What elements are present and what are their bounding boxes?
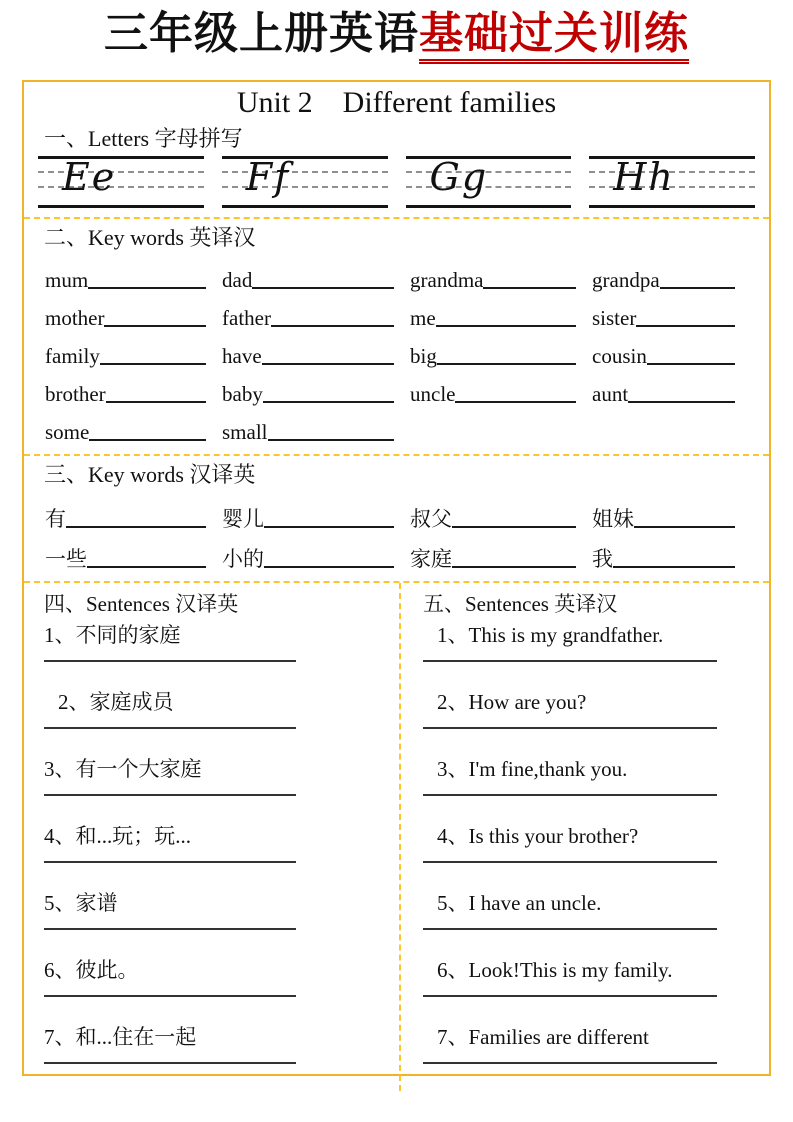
answer-blank <box>104 325 206 327</box>
word-item <box>222 293 410 331</box>
sentence-text: 2、家庭成员 <box>58 690 174 714</box>
sentence-item <box>44 1023 383 1090</box>
sentence-item <box>44 822 383 889</box>
sentence-item <box>423 621 749 688</box>
word-label: big <box>410 344 437 368</box>
word-label: cousin <box>592 344 647 368</box>
word-label: 小的 <box>222 547 264 571</box>
section-keywords-en-heading: 二、Key words 英译汉 <box>44 225 256 250</box>
sentence-item <box>44 889 383 956</box>
sentence-text: 2、How are you? <box>437 690 587 714</box>
letter-pair-hh: Hh <box>613 155 675 199</box>
answer-blank <box>455 401 576 403</box>
sentences-cn-column <box>24 583 401 1091</box>
answer-blank <box>437 363 576 365</box>
word-label: family <box>45 344 100 368</box>
word-item <box>410 369 592 407</box>
sentence-item <box>423 822 749 889</box>
word-item <box>222 331 410 369</box>
section-divider <box>24 454 769 456</box>
word-label: uncle <box>410 382 456 406</box>
answer-blank <box>634 526 735 528</box>
sentence-text: 4、Is this your brother? <box>437 824 639 848</box>
word-item <box>592 331 751 369</box>
word-item <box>45 255 222 293</box>
word-item <box>592 492 751 532</box>
word-item <box>410 255 592 293</box>
answer-blank <box>264 566 394 568</box>
answer-line <box>44 794 296 796</box>
word-item <box>222 407 410 445</box>
answer-blank <box>647 363 735 365</box>
word-label: small <box>222 420 268 444</box>
word-label: grandma <box>410 268 484 292</box>
word-label: father <box>222 306 271 330</box>
word-label: 家庭 <box>410 547 452 571</box>
letter-guides-row <box>38 156 755 208</box>
answer-blank <box>628 401 735 403</box>
section-sentences-en-heading: 五、Sentences 英译汉 <box>423 592 618 616</box>
answer-line <box>423 995 717 997</box>
answer-blank <box>106 401 206 403</box>
answer-line <box>423 794 717 796</box>
sentence-item <box>423 1023 749 1090</box>
worksheet-box <box>22 80 771 1076</box>
word-label: 叔父 <box>410 507 452 531</box>
word-item <box>410 532 592 572</box>
word-label: 有 <box>45 507 66 531</box>
sentence-text: 3、I'm fine,thank you. <box>437 757 628 781</box>
word-item <box>592 369 751 407</box>
word-label: 婴儿 <box>222 507 264 531</box>
answer-blank <box>100 363 206 365</box>
word-label: 姐妹 <box>592 507 634 531</box>
sentence-item <box>44 688 383 755</box>
answer-blank <box>268 439 395 441</box>
word-label: baby <box>222 382 263 406</box>
word-label: 一些 <box>45 547 87 571</box>
word-label: mother <box>45 306 105 330</box>
sentence-item <box>423 688 749 755</box>
section-divider <box>24 217 769 219</box>
answer-line <box>423 1062 717 1064</box>
answer-blank <box>636 325 735 327</box>
answer-line <box>44 727 296 729</box>
word-label: dad <box>222 268 253 292</box>
sentence-text: 6、彼此。 <box>44 958 139 982</box>
word-label: some <box>45 420 90 444</box>
word-item <box>45 532 222 572</box>
writing-guide-gg <box>406 156 572 208</box>
sentence-text: 7、Families are different <box>437 1025 649 1049</box>
writing-guide-ff <box>222 156 388 208</box>
answer-line <box>44 660 296 662</box>
unit-title: Unit 2 Different families <box>236 86 557 119</box>
sentence-text: 6、Look!This is my family. <box>437 958 673 982</box>
sentence-text: 1、不同的家庭 <box>44 623 181 647</box>
word-item <box>222 492 410 532</box>
sentence-item <box>423 956 749 1023</box>
answer-line <box>423 660 717 662</box>
sentence-item <box>423 889 749 956</box>
section-letters-heading: 一、Letters 字母拼写 <box>44 126 243 151</box>
word-item <box>410 331 592 369</box>
word-item <box>45 492 222 532</box>
word-label: have <box>222 344 262 368</box>
sentences-en-column <box>401 583 769 1091</box>
answer-line <box>423 861 717 863</box>
word-label: aunt <box>592 382 629 406</box>
word-item <box>45 293 222 331</box>
word-item <box>45 407 222 445</box>
word-label: brother <box>45 382 106 406</box>
answer-blank <box>271 325 394 327</box>
sentence-item <box>44 755 383 822</box>
keywords-cn-grid <box>24 490 769 572</box>
letter-pair-ff: Ff <box>245 155 291 199</box>
answer-blank <box>483 287 576 289</box>
answer-line <box>44 861 296 863</box>
keywords-en-grid <box>24 253 769 445</box>
answer-blank <box>452 566 576 568</box>
answer-line <box>423 928 717 930</box>
answer-blank <box>262 363 394 365</box>
sentence-text: 3、有一个大家庭 <box>44 757 202 781</box>
word-item <box>410 492 592 532</box>
sentence-text: 5、家谱 <box>44 891 118 915</box>
word-item <box>592 293 751 331</box>
answer-blank <box>263 401 394 403</box>
answer-blank <box>436 325 576 327</box>
sentence-text: 4、和...玩；玩... <box>44 824 191 848</box>
section-sentences-cn-heading: 四、Sentences 汉译英 <box>44 592 239 616</box>
answer-blank <box>87 566 206 568</box>
answer-line <box>423 727 717 729</box>
sentence-columns <box>24 583 769 1091</box>
sentence-item <box>44 621 383 688</box>
page-title-red-underlined: 基础过关训练 <box>419 9 689 64</box>
answer-line <box>44 1062 296 1064</box>
word-label: sister <box>592 306 637 330</box>
word-item <box>592 255 751 293</box>
section-keywords-cn-heading: 三、Key words 汉译英 <box>44 462 256 487</box>
word-label: mum <box>45 268 89 292</box>
sentence-item <box>423 755 749 822</box>
word-label: grandpa <box>592 268 660 292</box>
answer-blank <box>88 287 206 289</box>
word-item <box>410 293 592 331</box>
answer-blank <box>660 287 735 289</box>
sentence-text: 1、This is my grandfather. <box>437 623 664 647</box>
sentence-item <box>44 956 383 1023</box>
word-label: me <box>410 306 436 330</box>
answer-blank <box>264 526 394 528</box>
writing-guide-ee <box>38 156 204 208</box>
letter-pair-gg: Gg <box>429 155 489 199</box>
answer-line <box>44 928 296 930</box>
word-item <box>45 369 222 407</box>
word-item <box>45 331 222 369</box>
word-label: 我 <box>592 547 613 571</box>
answer-blank <box>252 287 394 289</box>
answer-blank <box>452 526 576 528</box>
answer-line <box>44 995 296 997</box>
writing-guide-hh <box>589 156 755 208</box>
sentence-text: 5、I have an uncle. <box>437 891 602 915</box>
word-item <box>222 255 410 293</box>
answer-blank <box>66 526 206 528</box>
word-item <box>222 532 410 572</box>
letter-pair-ee: Ee <box>62 155 117 199</box>
word-item <box>592 532 751 572</box>
sentence-text: 7、和...住在一起 <box>44 1025 197 1049</box>
word-item <box>222 369 410 407</box>
page-title <box>0 0 793 60</box>
page-title-black: 三年级上册英语 <box>104 9 419 58</box>
answer-blank <box>613 566 735 568</box>
answer-blank <box>89 439 206 441</box>
